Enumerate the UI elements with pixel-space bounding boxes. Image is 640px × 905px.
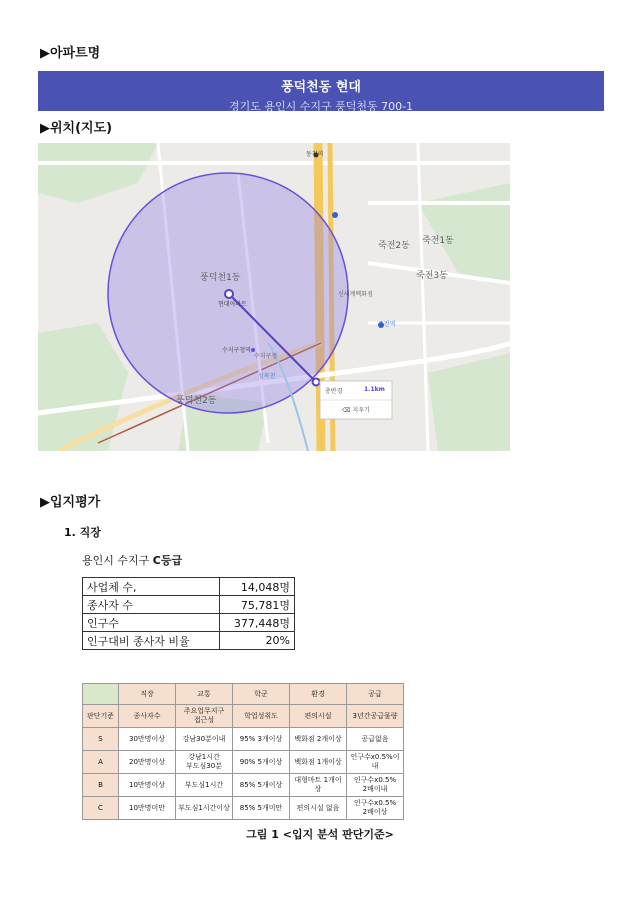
table-cell: 95% 3개이상 xyxy=(233,728,290,751)
figure-caption: 그림 1 <입지 분석 판단기준> xyxy=(246,828,394,841)
grade-line xyxy=(82,552,182,568)
table-row xyxy=(83,774,404,797)
table-cell: 강남30분이내 xyxy=(176,728,233,751)
row-header: B xyxy=(83,774,119,797)
table-cell: 강남1시간 부도심30분 xyxy=(176,751,233,774)
table-cell: 백화점 2개이상 xyxy=(290,728,347,751)
apartment-section-heading: ▶아파트명 xyxy=(40,46,101,61)
row-header: 판단기준 xyxy=(83,705,119,728)
map-label-district: 죽전2동 xyxy=(378,241,410,251)
header-cell: 학군 xyxy=(233,684,290,705)
table-header-row xyxy=(83,684,404,705)
table-cell: 종사자수 xyxy=(119,705,176,728)
table-row xyxy=(83,705,404,728)
table-row xyxy=(83,728,404,751)
table-row xyxy=(83,596,295,614)
row-header: C xyxy=(83,797,119,820)
table-row xyxy=(83,614,295,632)
table-cell: 인구수x0.5% 2배이내 xyxy=(347,774,404,797)
table-cell: 인구수x0.5%이내 xyxy=(347,751,404,774)
stat-value: 377,448명 xyxy=(220,614,295,632)
stat-value: 75,781명 xyxy=(220,596,295,614)
table-cell: 85% 5개이상 xyxy=(233,774,290,797)
table-cell: 주요업무지구 접근성 xyxy=(176,705,233,728)
header-cell: 교통 xyxy=(176,684,233,705)
table-cell: 부도심1시간이상 xyxy=(176,797,233,820)
table-cell: 부도심1시간 xyxy=(176,774,233,797)
map-label-store: 신세계백화점 xyxy=(338,291,373,298)
table-cell: 85% 5개미만 xyxy=(233,797,290,820)
table-cell: 10만명미만 xyxy=(119,797,176,820)
map-label-station: 수지구청역 xyxy=(222,347,251,354)
stat-value: 14,048명 xyxy=(220,578,295,596)
row-header: S xyxy=(83,728,119,751)
table-cell: 20만명이상 xyxy=(119,751,176,774)
stat-label: 종사자 수 xyxy=(83,596,220,614)
table-row xyxy=(83,751,404,774)
header-cell xyxy=(83,684,119,705)
map-label-station: 동천역 xyxy=(306,151,324,158)
evaluation-section-heading: ▶입지평가 xyxy=(40,495,101,510)
table-cell: 인구수x0.5% 2배이상 xyxy=(347,797,404,820)
table-cell: 학업성취도 xyxy=(233,705,290,728)
grade-text: 용인시 수지구 xyxy=(82,554,153,567)
table-cell: 90% 5개이상 xyxy=(233,751,290,774)
map-label-station: 죽전역 xyxy=(378,321,396,328)
table-cell: 30만명이상 xyxy=(119,728,176,751)
stat-label: 사업체 수, xyxy=(83,578,220,596)
table-cell: 3년간공급물량 xyxy=(347,705,404,728)
eraser-icon: ⌫ xyxy=(342,407,351,414)
map-label-district: 죽전1동 xyxy=(422,236,454,246)
table-cell: 대형마트 1개이상 xyxy=(290,774,347,797)
stat-label: 인구수 xyxy=(83,614,220,632)
table-row xyxy=(83,578,295,596)
map-label-district: 죽전3동 xyxy=(416,271,448,281)
employment-stats-table xyxy=(82,577,295,650)
apartment-title-box xyxy=(38,71,604,111)
grade-value: C등급 xyxy=(152,554,183,567)
stat-label: 인구대비 종사자 비율 xyxy=(83,632,220,650)
location-map[interactable] xyxy=(38,143,510,451)
radius-value: 1.1km xyxy=(364,386,385,393)
table-row xyxy=(83,632,295,650)
map-label-district: 풍덕천1동 xyxy=(200,273,241,283)
row-header: A xyxy=(83,751,119,774)
table-cell: 편의시설 xyxy=(290,705,347,728)
header-cell: 환경 xyxy=(290,684,347,705)
map-label-district: 풍덕천2동 xyxy=(176,396,217,406)
header-cell: 직장 xyxy=(119,684,176,705)
subsection-title: 1. 직장 xyxy=(64,526,101,539)
map-label-stream: 성복천 xyxy=(258,373,276,380)
radius-label: 총반경 xyxy=(325,388,343,395)
map-label-apartment: 현대아파트 xyxy=(218,301,247,308)
table-cell: 편의시설 없음 xyxy=(290,797,347,820)
apartment-name: 풍덕천동 현대 xyxy=(281,80,361,95)
clear-button[interactable] xyxy=(342,405,370,414)
table-cell: 공급없음 xyxy=(347,728,404,751)
map-label-office: 수지구청 xyxy=(254,353,278,360)
table-row xyxy=(83,797,404,820)
criteria-table xyxy=(82,683,404,820)
table-cell: 10만명이상 xyxy=(119,774,176,797)
table-cell: 백화점 1개이상 xyxy=(290,751,347,774)
header-cell: 공급 xyxy=(347,684,404,705)
clear-button-label: 지우기 xyxy=(352,407,370,414)
location-section-heading: ▶위치(지도) xyxy=(40,121,113,136)
apartment-address: 경기도 용인시 수지구 풍덕천동 700-1 xyxy=(228,100,414,113)
stat-value: 20% xyxy=(220,632,295,650)
